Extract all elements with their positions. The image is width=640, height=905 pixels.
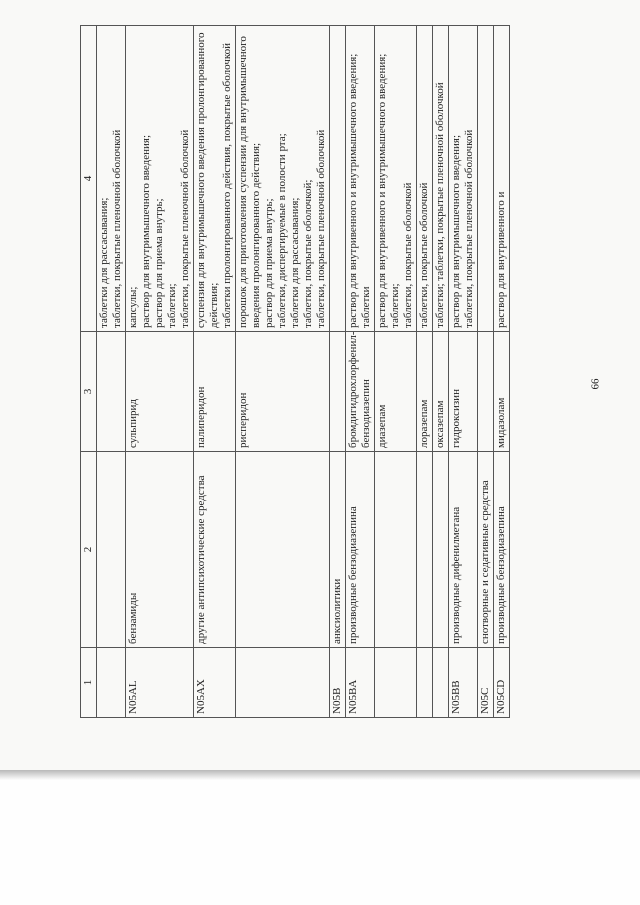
pharmacological-group: бензамиды bbox=[126, 452, 194, 648]
substance-name: гидроксизин bbox=[449, 332, 478, 452]
dosage-form: раствор для внутривенного и внутримышечного введения; таблетки bbox=[347, 53, 372, 328]
atc-code: N05AL bbox=[126, 648, 194, 718]
dosage-form: таблетки, покрытые пленочной оболочкой bbox=[111, 129, 123, 328]
substance-name: сульпирид bbox=[126, 332, 194, 452]
pharmacological-group: снотворные и седативные средства bbox=[478, 452, 494, 648]
dosage-form: таблетки; таблетки, покрытые пленочной оболочкой bbox=[434, 82, 446, 328]
dosage-form: раствор для внутривенного и bbox=[495, 191, 507, 328]
substance-name bbox=[478, 332, 494, 452]
header-col-4: 4 bbox=[81, 26, 97, 332]
substance-name: оксазепам bbox=[433, 332, 449, 452]
dosage-form: раствор для внутривенного и внутримышечного введения; bbox=[376, 53, 388, 328]
dosage-forms bbox=[97, 26, 126, 332]
atc-code: N05C bbox=[478, 648, 494, 718]
atc-code: N05BB bbox=[449, 648, 478, 718]
dosage-forms bbox=[236, 26, 330, 332]
table-row bbox=[126, 26, 194, 718]
pharmacological-group: производные бензодиазепина bbox=[346, 452, 375, 648]
dosage-form: таблетки, диспергируемые в полости рта; bbox=[276, 133, 288, 328]
dosage-forms bbox=[494, 26, 510, 332]
table-row bbox=[346, 26, 375, 718]
dosage-forms bbox=[346, 26, 375, 332]
table-row bbox=[375, 26, 417, 718]
scan-edge-shadow bbox=[0, 770, 640, 780]
dosage-form: таблетки, покрытые пленочной оболочкой bbox=[463, 129, 475, 328]
pharmacological-group: другие антипсихотические средства bbox=[194, 452, 236, 648]
substance-name bbox=[330, 332, 346, 452]
dosage-form: таблетки для рассасывания; bbox=[98, 197, 110, 328]
dosage-form: суспензия для внутримышечного введения пролонгированного действия; bbox=[195, 32, 220, 328]
table-row bbox=[417, 26, 433, 718]
atc-code bbox=[417, 648, 433, 718]
substance-name: палиперидон bbox=[194, 332, 236, 452]
dosage-form: раствор для внутримышечного введения; bbox=[450, 134, 462, 328]
table-row bbox=[97, 26, 126, 718]
dosage-form: раствор для приема внутрь; bbox=[153, 198, 165, 328]
dosage-form: таблетки, покрытые пленочной оболочкой bbox=[315, 129, 327, 328]
pharmacological-group bbox=[433, 452, 449, 648]
dosage-form: таблетки, покрытые оболочкой bbox=[418, 182, 430, 328]
table-row bbox=[494, 26, 510, 718]
rotated-table-container bbox=[80, 26, 586, 718]
atc-code: N05B bbox=[330, 648, 346, 718]
header-col-3: 3 bbox=[81, 332, 97, 452]
atc-code: N05BA bbox=[346, 648, 375, 718]
dosage-form: порошок для приготовления суспензии для внутримышечного введения пролонгированного действия; bbox=[237, 36, 262, 328]
dosage-form: раствор для внутримышечного введения; bbox=[140, 134, 152, 328]
pharmacological-group: анксиолитики bbox=[330, 452, 346, 648]
header-col-2: 2 bbox=[81, 452, 97, 648]
dosage-form: таблетки, покрытые оболочкой; bbox=[302, 179, 314, 328]
atc-code: N05CD bbox=[494, 648, 510, 718]
dosage-forms bbox=[330, 26, 346, 332]
dosage-form: таблетки пролонгированного действия, покрытые оболочкой bbox=[221, 42, 233, 328]
pharmacological-group bbox=[417, 452, 433, 648]
substance-name: бромдигидрохлорфенил-бензодиазепин bbox=[346, 332, 375, 452]
dosage-forms bbox=[449, 26, 478, 332]
dosage-form: таблетки; bbox=[166, 283, 178, 328]
drug-table bbox=[80, 25, 510, 718]
table-row bbox=[194, 26, 236, 718]
pharmacological-group bbox=[236, 452, 330, 648]
pharmacological-group bbox=[375, 452, 417, 648]
dosage-forms bbox=[417, 26, 433, 332]
dosage-forms bbox=[126, 26, 194, 332]
dosage-form: таблетки для рассасывания; bbox=[289, 197, 301, 328]
header-col-1: 1 bbox=[81, 648, 97, 718]
atc-code: N05AX bbox=[194, 648, 236, 718]
pharmacological-group: производные бензодиазепина bbox=[494, 452, 510, 648]
table-row bbox=[330, 26, 346, 718]
dosage-form: таблетки; bbox=[389, 283, 401, 328]
dosage-forms bbox=[433, 26, 449, 332]
pharmacological-group: производные дифенилметана bbox=[449, 452, 478, 648]
dosage-forms bbox=[478, 26, 494, 332]
dosage-forms bbox=[194, 26, 236, 332]
dosage-form: капсулы; bbox=[127, 286, 139, 328]
substance-name: лоразепам bbox=[417, 332, 433, 452]
atc-code bbox=[236, 648, 330, 718]
substance-name bbox=[97, 332, 126, 452]
table-row bbox=[449, 26, 478, 718]
dosage-form: таблетки, покрытые оболочкой bbox=[402, 182, 414, 328]
dosage-forms bbox=[375, 26, 417, 332]
substance-name: рисперидон bbox=[236, 332, 330, 452]
substance-name: диазепам bbox=[375, 332, 417, 452]
atc-code bbox=[375, 648, 417, 718]
table-row bbox=[478, 26, 494, 718]
pharmacological-group bbox=[97, 452, 126, 648]
dosage-form: раствор для приема внутрь; bbox=[263, 198, 275, 328]
table-row bbox=[433, 26, 449, 718]
substance-name: мидазолам bbox=[494, 332, 510, 452]
header-row bbox=[81, 26, 97, 718]
atc-code bbox=[97, 648, 126, 718]
atc-code bbox=[433, 648, 449, 718]
dosage-form: таблетки, покрытые пленочной оболочкой bbox=[179, 129, 191, 328]
page-number: 66 bbox=[589, 378, 602, 390]
table-row bbox=[236, 26, 330, 718]
